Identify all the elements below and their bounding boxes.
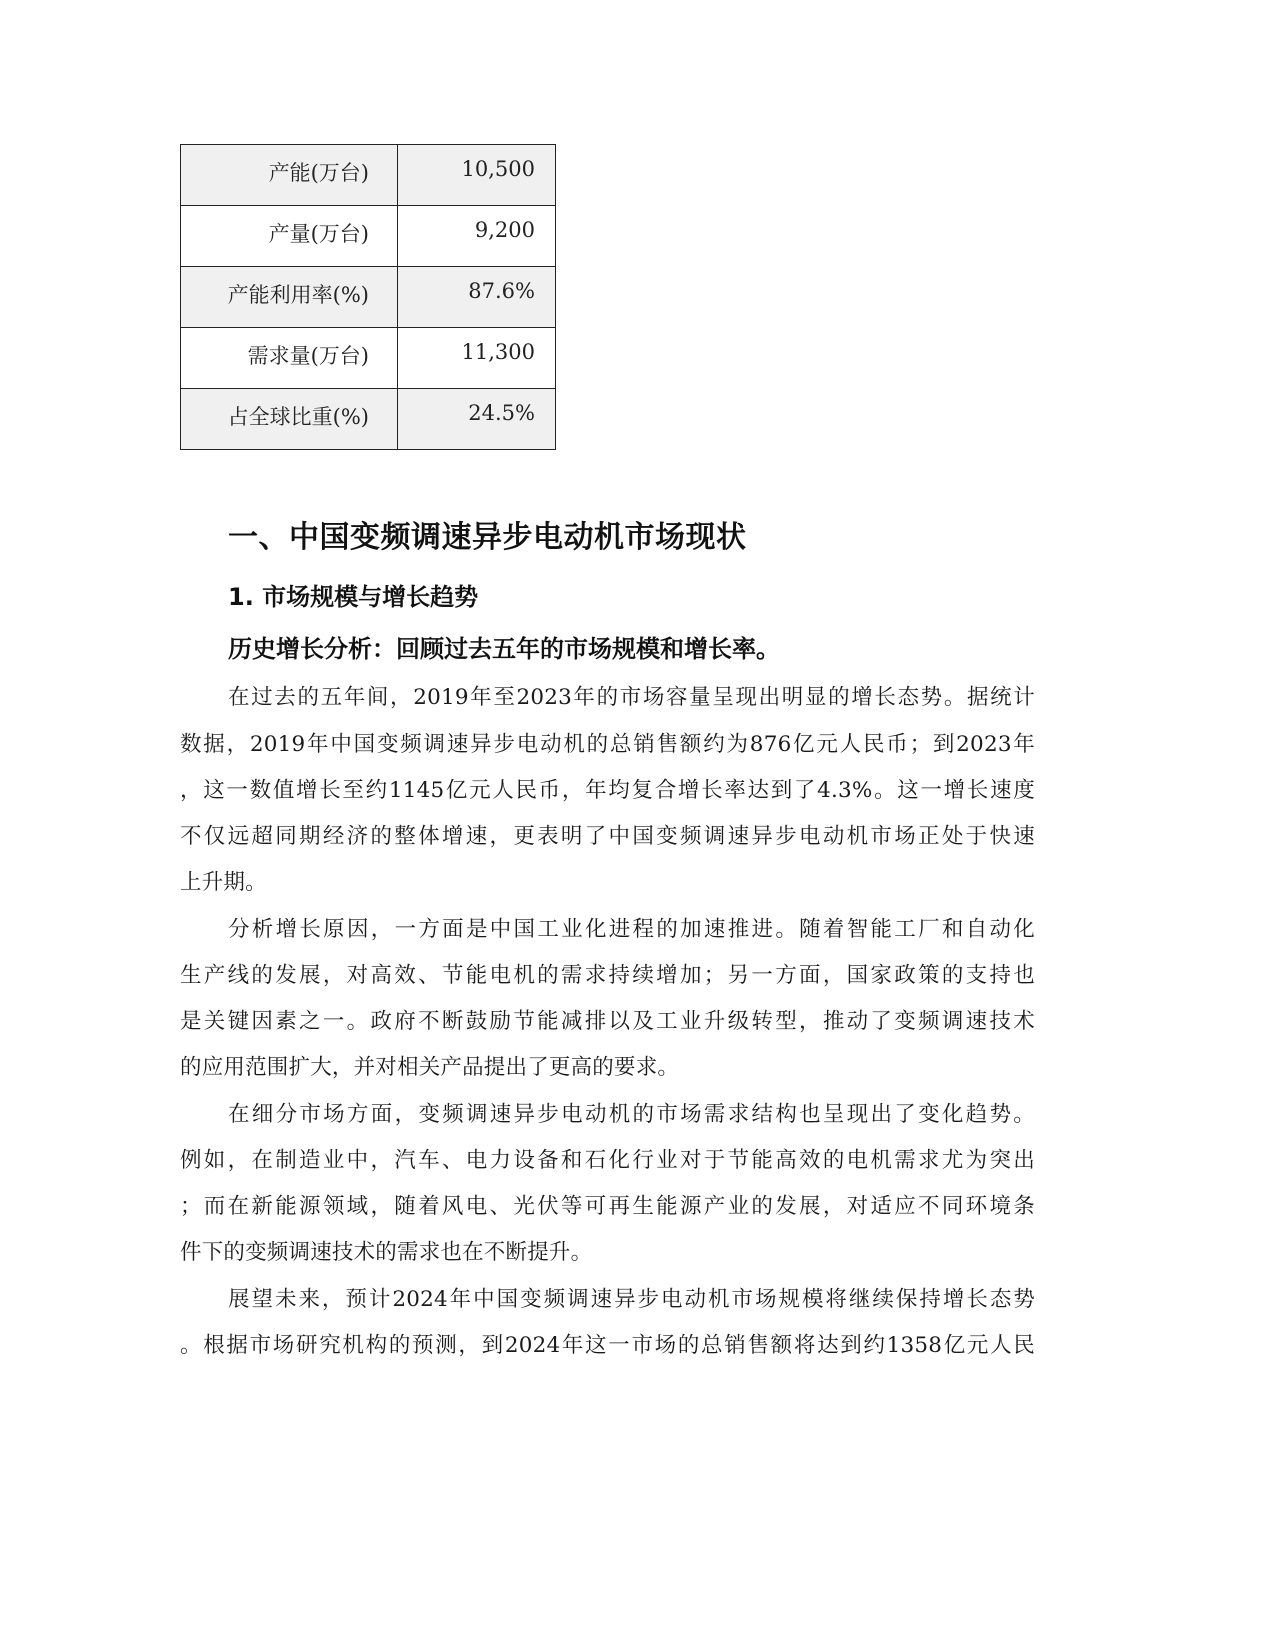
text-line: 是关键因素之一。政府不断鼓励节能减排以及工业升级转型，推动了变频调速技术 bbox=[180, 1009, 1035, 1034]
text-line: 在细分市场方面，变频调速异步电动机的市场需求结构也呈现出了变化趋势。 bbox=[228, 1102, 1035, 1127]
table-row bbox=[181, 267, 556, 328]
row-value: 9,200 bbox=[398, 206, 556, 267]
row-value: 87.6% bbox=[398, 267, 556, 328]
row-label: 产能(万台) bbox=[181, 145, 398, 206]
market-data-table bbox=[180, 144, 556, 450]
text-line: 分析增长原因，一方面是中国工业化进程的加速推进。随着智能工厂和自动化 bbox=[228, 917, 1035, 942]
topic-heading: 历史增长分析：回顾过去五年的市场规模和增长率。 bbox=[228, 635, 780, 663]
text-line: 的应用范围扩大，并对相关产品提出了更高的要求。 bbox=[180, 1055, 680, 1080]
text-line: 数据，2019年中国变频调速异步电动机的总销售额约为876亿元人民币；到2023年 bbox=[180, 732, 1035, 757]
text-line: 例如，在制造业中，汽车、电力设备和石化行业对于节能高效的电机需求尤为突出 bbox=[180, 1148, 1035, 1173]
row-label: 需求量(万台) bbox=[181, 328, 398, 389]
text-line: ；而在新能源领域，随着风电、光伏等可再生能源产业的发展，对适应不同环境条 bbox=[180, 1194, 1035, 1219]
row-label: 产能利用率(%) bbox=[181, 267, 398, 328]
section-heading: 一、中国变频调速异步电动机市场现状 bbox=[228, 520, 747, 555]
text-line: 生产线的发展，对高效、节能电机的需求持续增加；另一方面，国家政策的支持也 bbox=[180, 963, 1035, 988]
table-row bbox=[181, 206, 556, 267]
row-value: 10,500 bbox=[398, 145, 556, 206]
table-row bbox=[181, 145, 556, 206]
table-row bbox=[181, 389, 556, 450]
row-label: 占全球比重(%) bbox=[181, 389, 398, 450]
row-label: 产量(万台) bbox=[181, 206, 398, 267]
text-line: 展望未来，预计2024年中国变频调速异步电动机市场规模将继续保持增长态势 bbox=[228, 1287, 1035, 1312]
row-value: 24.5% bbox=[398, 389, 556, 450]
text-line: 在过去的五年间，2019年至2023年的市场容量呈现出明显的增长态势。据统计 bbox=[228, 685, 1035, 710]
table-row bbox=[181, 328, 556, 389]
text-line: 不仅远超同期经济的整体增速，更表明了中国变频调速异步电动机市场正处于快速 bbox=[180, 824, 1035, 849]
subsection-heading: 1. 市场规模与增长趋势 bbox=[228, 583, 479, 611]
text-line: ，这一数值增长至约1145亿元人民币，年均复合增长率达到了4.3%。这一增长速度 bbox=[180, 778, 1035, 803]
row-value: 11,300 bbox=[398, 328, 556, 389]
text-line: 上升期。 bbox=[180, 870, 267, 895]
text-line: 。根据市场研究机构的预测，到2024年这一市场的总销售额将达到约1358亿元人民 bbox=[180, 1333, 1035, 1358]
text-line: 件下的变频调速技术的需求也在不断提升。 bbox=[180, 1240, 593, 1265]
